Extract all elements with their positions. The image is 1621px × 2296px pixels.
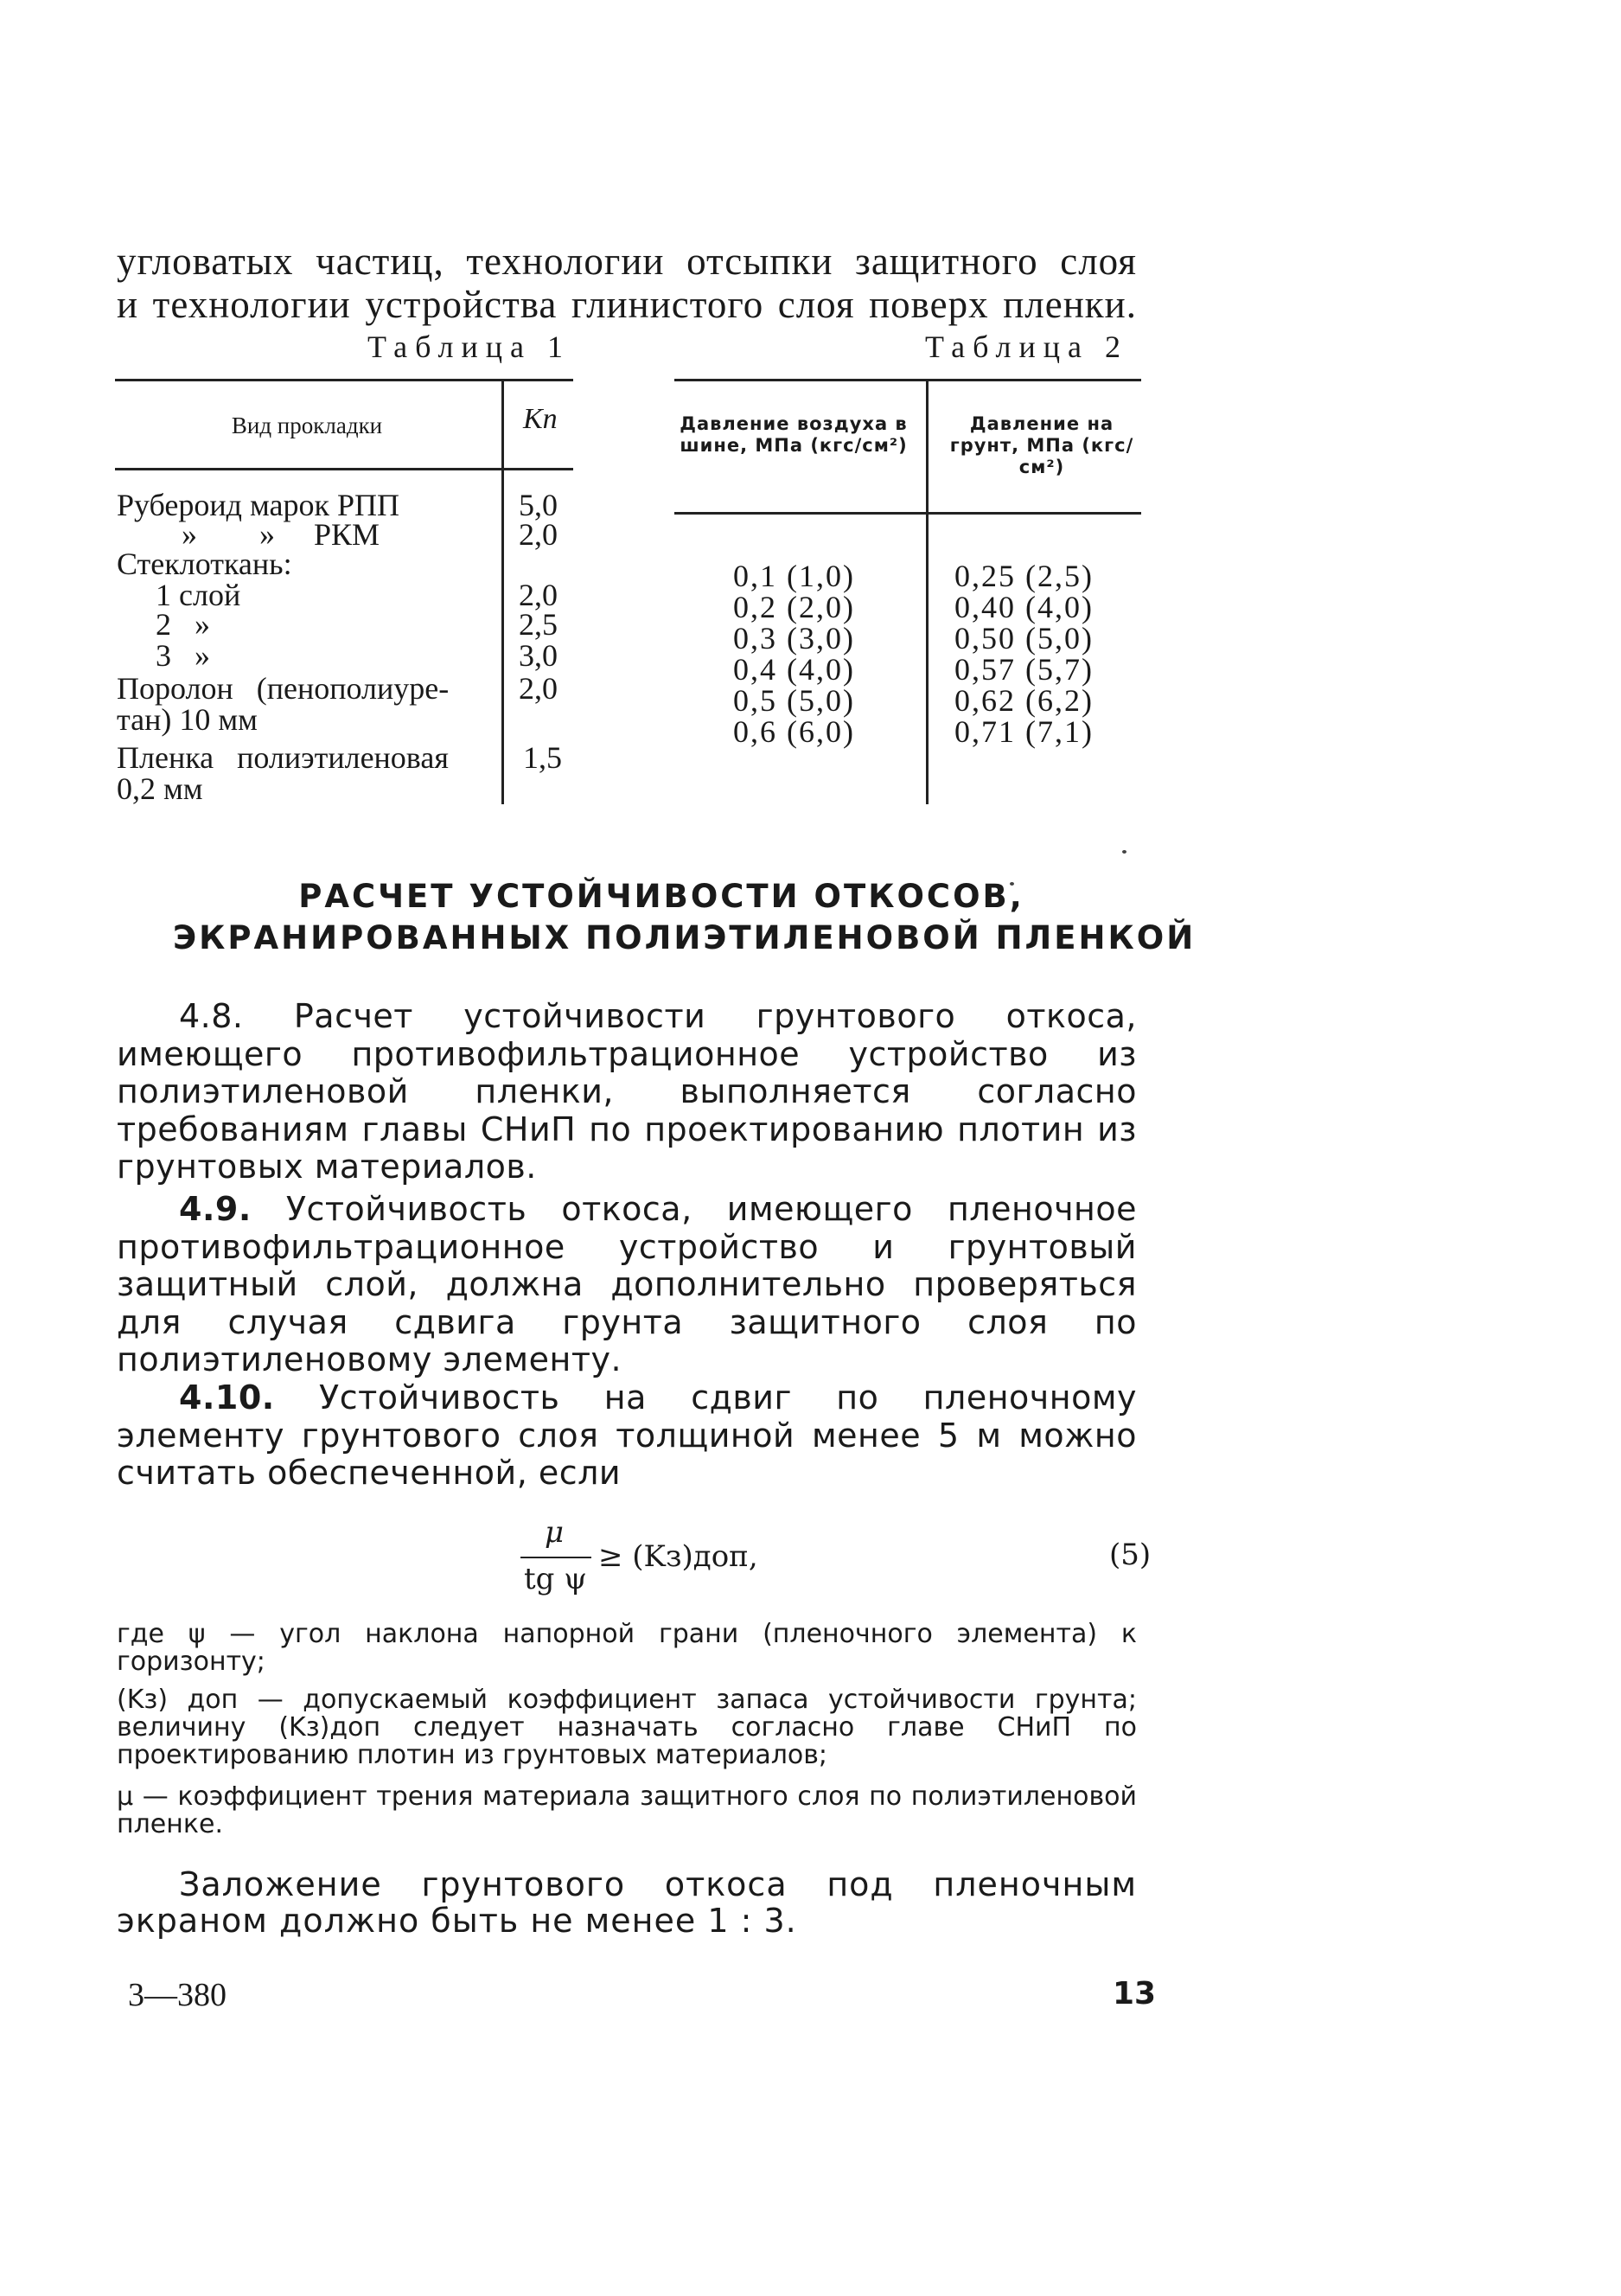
- table2-header-tire-pressure: Давление воздуха в шине, МПа (кгс/см²): [680, 413, 908, 456]
- table2-col1-value: 0,6 (6,0): [733, 714, 855, 749]
- intro-line-2: и технологии устройства глинистого слоя поверх пленки.: [117, 283, 1137, 326]
- table1-row-label: Пленка полиэтиленовая: [117, 740, 449, 775]
- table2-header-rule: [674, 512, 1141, 515]
- table1-row-value: 2,0: [519, 517, 558, 552]
- table2-col2-value: 0,57 (5,7): [954, 652, 1094, 687]
- note-kz: (Kз) доп — допускаемый коэффициент запаса устойчивости грунта; величину (Kз)доп следует назначать согласно главе СНиП по проектированию плотин из грунтовых материалов;: [117, 1685, 1137, 1770]
- table1-row-label: 1 слой: [156, 578, 241, 612]
- table1-header-kp: Kп: [523, 403, 558, 435]
- table2-header-ground-pressure: Давление на грунт, МПа (кгс/см²): [949, 413, 1134, 477]
- table2-col1-value: 0,3 (3,0): [733, 621, 855, 656]
- table1-row-value: 1,5: [523, 740, 562, 775]
- paragraph-4-9-text: Устойчивость откоса, имеющего пленочное противофильтрационное устройство и грунтовый защитный слой, должна дополнительно проверяться для случая сдвига грунта защитного слоя по полиэтиленовому элементу.: [117, 1190, 1137, 1378]
- paragraph-4-8-text: Расчет устойчивости грунтового откоса, имеющего противофильтрационное устройство из полиэтиленовой пленки, выполняется согласно требованиям главы СНиП по проектированию плотин из грунтовых материалов.: [117, 997, 1137, 1186]
- table1-row-value: 2,0: [519, 671, 558, 706]
- paragraph-4-8: [117, 998, 1137, 1186]
- page-number: 13: [1113, 1976, 1157, 2011]
- formula-fraction-bar: [520, 1557, 591, 1558]
- table1-row-label: 0,2 мм: [117, 771, 203, 806]
- table1-row-label: 3 »: [156, 638, 210, 673]
- table1-row-label: » » РКМ: [182, 517, 380, 552]
- paragraph-4-9: [117, 1191, 1137, 1379]
- table2-col2-value: 0,62 (6,2): [954, 683, 1094, 718]
- formula-numerator: μ: [545, 1515, 565, 1550]
- note-mu: μ — коэффициент трения материала защитного слоя по полиэтиленовой пленке.: [117, 1781, 1137, 1839]
- table2-caption: Таблица 2: [925, 329, 1128, 364]
- paragraph-4-10-number: 4.10.: [179, 1378, 275, 1417]
- table2-top-rule: [674, 379, 1141, 381]
- note-psi: где ψ — угол наклона напорной грани (пленочного элемента) к горизонту;: [117, 1619, 1137, 1677]
- table1-row-label: Стеклоткань:: [117, 547, 292, 581]
- formula-rhs: ≥ (Kз)доп,: [598, 1539, 758, 1574]
- paragraph-4-8-number: 4.8.: [179, 997, 244, 1035]
- table1-caption: Таблица 1: [367, 329, 571, 364]
- table2-column-rule: [926, 381, 929, 804]
- table2-col2-value: 0,71 (7,1): [954, 714, 1094, 749]
- table1-row-label: тан) 10 мм: [117, 702, 258, 737]
- table2-col2-value: 0,25 (2,5): [954, 559, 1094, 593]
- table1-header-type: Вид прокладки: [231, 413, 383, 438]
- section-heading-line-2: ЭКРАНИРОВАННЫХ ПОЛИЭТИЛЕНОВОЙ ПЛЕНКОЙ: [173, 919, 1197, 956]
- closing-paragraph: Заложение грунтового откоса под пленочным экраном должно быть не менее 1 : 3.: [117, 1865, 1137, 1940]
- scan-speck: [1122, 850, 1126, 854]
- table1-row-label: Поролон (пенополиуре-: [117, 671, 450, 706]
- paragraph-4-10: [117, 1379, 1137, 1493]
- table1-row-label: Рубероид марок РПП: [117, 488, 399, 522]
- table2-col2-value: 0,40 (4,0): [954, 590, 1094, 624]
- table2-col2-value: 0,50 (5,0): [954, 621, 1094, 656]
- table2-col1-value: 0,5 (5,0): [733, 683, 855, 718]
- table1-row-value: 2,0: [519, 578, 558, 612]
- paragraph-4-10-text: Устойчивость на сдвиг по пленочному элементу грунтового слоя толщиной менее 5 м можно считать обеспеченной, если: [117, 1378, 1137, 1492]
- table1-row-value: 3,0: [519, 638, 558, 673]
- table2-col1-value: 0,4 (4,0): [733, 652, 855, 687]
- table2-col1-value: 0,2 (2,0): [733, 590, 855, 624]
- paragraph-4-9-number: 4.9.: [179, 1190, 252, 1228]
- table1-header-rule: [115, 468, 573, 470]
- table1-row-value: 2,5: [519, 607, 558, 642]
- formula-number: (5): [1109, 1538, 1152, 1572]
- table2-col1-value: 0,1 (1,0): [733, 559, 855, 593]
- section-heading-line-1: РАСЧЕТ УСТОЙЧИВОСТИ ОТКОСОВ,: [298, 878, 1024, 915]
- table1-row-label: 2 »: [156, 607, 210, 642]
- table1-top-rule: [115, 379, 573, 381]
- formula-denominator: tg ψ: [524, 1562, 587, 1596]
- table1-column-rule: [501, 381, 504, 804]
- footer-signature: 3—380: [128, 1977, 227, 2013]
- intro-line-1: угловатых частиц, технологии отсыпки защитного слоя: [117, 240, 1137, 283]
- table1-row-value: 5,0: [519, 488, 558, 522]
